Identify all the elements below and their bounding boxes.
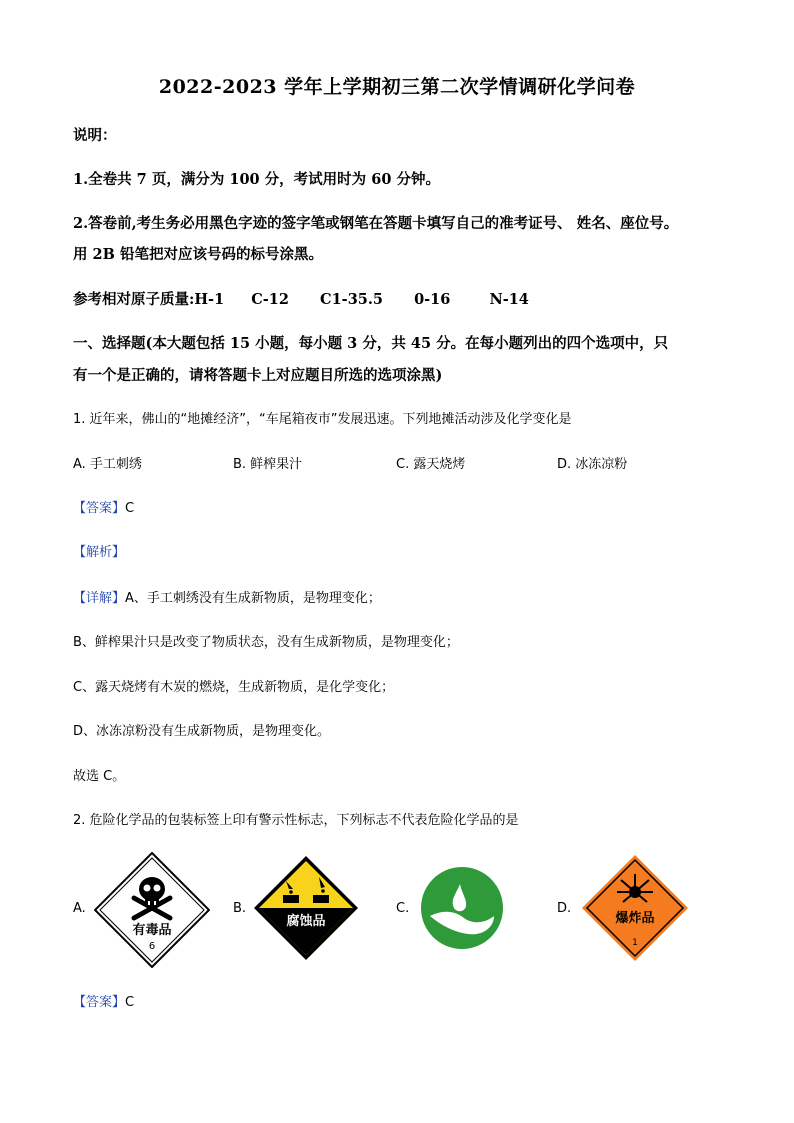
section-1-line-1: 一、选择题(本大题包括 15 小题，每小题 3 分，共 45 分。在每小题列出的四个选项中，只 [73, 335, 669, 352]
explosive-sign-icon [581, 854, 689, 962]
q2-option-c-label: C. [396, 901, 410, 916]
q1-option-c: C. 露天烧烤 [396, 457, 466, 472]
atomic-mass-label: 参考相对原子质量:H-1 [73, 291, 225, 308]
q1-option-d: D. 冰冻凉粉 [557, 457, 628, 472]
q1-detail-d: D、冰冻凉粉没有生成新物质，是物理变化。 [73, 724, 331, 739]
section-1-line-2: 有一个是正确的，请将答题卡上对应题目所选的选项涂黑) [73, 367, 443, 384]
water-saving-sign-icon [420, 866, 504, 950]
q2-answer-value: C [125, 995, 135, 1010]
q1-detail-tag: 【详解】 [73, 591, 126, 606]
q1-detail-a: A、手工刺绣没有生成新物质，是物理变化； [125, 591, 381, 606]
atomic-mass-n: N-14 [489, 291, 529, 308]
q1-analysis-tag: 【解析】 [73, 545, 126, 560]
q2-option-a-label: A. [73, 901, 86, 916]
explosive-sign-number: 1 [632, 938, 638, 948]
instruction-item-1: 1.全卷共 7 页，满分为 100 分，考试用时为 60 分钟。 [73, 171, 440, 188]
q1-detail-a-line [73, 587, 381, 606]
instructions-heading: 说明： [73, 127, 117, 144]
q1-answer [73, 497, 134, 516]
atomic-mass-o: 0-16 [414, 291, 451, 308]
q1-answer-tag: 【答案】 [73, 501, 126, 516]
q1-detail-c: C、露天烧烤有木炭的燃烧，生成新物质，是化学变化； [73, 680, 395, 695]
explosive-sign-text: 爆炸品 [615, 911, 655, 926]
toxic-sign-icon [94, 852, 210, 968]
q2-option-d-label: D. [557, 901, 572, 916]
corrosive-sign-text: 腐蚀品 [286, 914, 326, 929]
q1-detail-b: B、鲜榨果汁只是改变了物质状态，没有生成新物质，是物理变化； [73, 635, 459, 650]
q2-stem: 2. 危险化学品的包装标签上印有警示性标志，下列标志不代表危险化学品的是 [73, 813, 519, 828]
q1-conclusion: 故选 C。 [73, 769, 126, 784]
atomic-mass-c: C-12 [251, 291, 289, 308]
q1-stem: 1. 近年来，佛山的“地摊经济”，“车尾箱夜市”发展迅速。下列地摊活动涉及化学变化是 [73, 412, 572, 427]
q2-option-b-label: B. [233, 901, 247, 916]
atomic-mass-cl: C1-35.5 [320, 291, 384, 308]
q1-option-a: A. 手工刺绣 [73, 457, 142, 472]
instruction-item-2-line-1: 2.答卷前,考生务必用黑色字迹的签字笔或钢笔在答题卡填写自己的准考证号、 姓名、座位号。 [73, 215, 679, 232]
toxic-sign-number: 6 [148, 941, 156, 952]
q1-answer-value: C [125, 501, 135, 516]
q2-answer-tag: 【答案】 [73, 995, 126, 1010]
q1-option-b: B. 鲜榨果汁 [233, 457, 303, 472]
instruction-item-2-line-2: 用 2B 铅笔把对应该号码的标号涂黑。 [73, 246, 323, 263]
corrosive-sign-icon [253, 855, 359, 961]
q2-answer [73, 991, 134, 1010]
toxic-sign-text: 有毒品 [132, 923, 172, 938]
atomic-mass-line [73, 288, 529, 309]
page-title: 2022-2023 学年上学期初三第二次学情调研化学问卷 [158, 76, 636, 98]
